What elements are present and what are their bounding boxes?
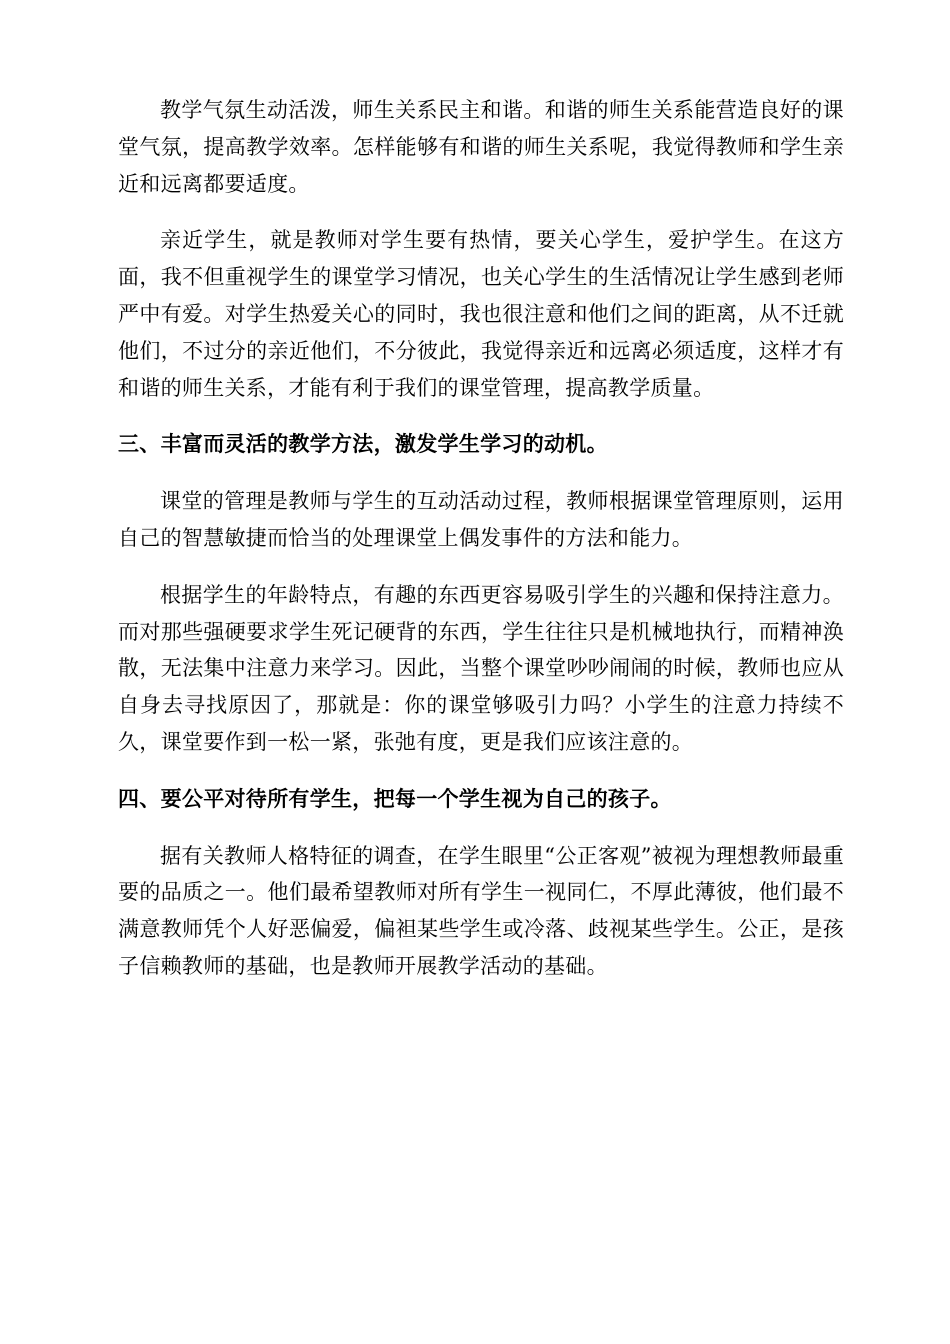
paragraph-classroom-management: 课堂的管理是教师与学生的互动活动过程，教师根据课堂管理原则，运用自己的智慧敏捷而恰当的处理课堂上偶发事件的方法和能力。 — [118, 489, 844, 550]
document-page — [118, 92, 844, 1005]
section-heading-four: 四、要公平对待所有学生，把每一个学生视为自己的孩子。 — [118, 786, 672, 811]
section-heading-three: 三、丰富而灵活的教学方法，激发学生学习的动机。 — [118, 432, 608, 457]
paragraph-harmonious-atmosphere: 教学气氛生动活泼，师生关系民主和谐。和谐的师生关系能营造良好的课堂气氛，提高教学效率。怎样能够有和谐的师生关系呢，我觉得教师和学生亲近和远离都要适度。 — [118, 98, 844, 196]
paragraph-close-to-students: 亲近学生，就是教师对学生要有热情，要关心学生，爱护学生。在这方面，我不但重视学生的课堂学习情况，也关心学生的生活情况让学生感到老师严中有爱。对学生热爱关心的同时，我也很注意和他们之间的距离，从不迁就他们，不过分的亲近他们，不分彼此，我觉得亲近和远离必须适度，这样才有和谐的师生关系，才能有利于我们的课堂管理，提高教学质量。 — [118, 228, 844, 400]
paragraph-fairness: 据有关教师人格特征的调查，在学生眼里“公正客观”被视为理想教师最重要的品质之一。他们最希望教师对所有学生一视同仁，不厚此薄彼，他们最不满意教师凭个人好恶偏爱，偏袒某些学生或冷落、歧视某些学生。公正，是孩子信赖教师的基础，也是教师开展教学活动的基础。 — [118, 843, 844, 978]
paragraph-age-characteristics: 根据学生的年龄特点，有趣的东西更容易吸引学生的兴趣和保持注意力。而对那些强硬要求学生死记硬背的东西，学生往往只是机械地执行，而精神涣散，无法集中注意力来学习。因此，当整个课堂吵吵闹闹的时候，教师也应从自身去寻找原因了，那就是：你的课堂够吸引力吗？小学生的注意力持续不久，课堂要作到一松一紧，张弛有度，更是我们应该注意的。 — [118, 582, 844, 754]
